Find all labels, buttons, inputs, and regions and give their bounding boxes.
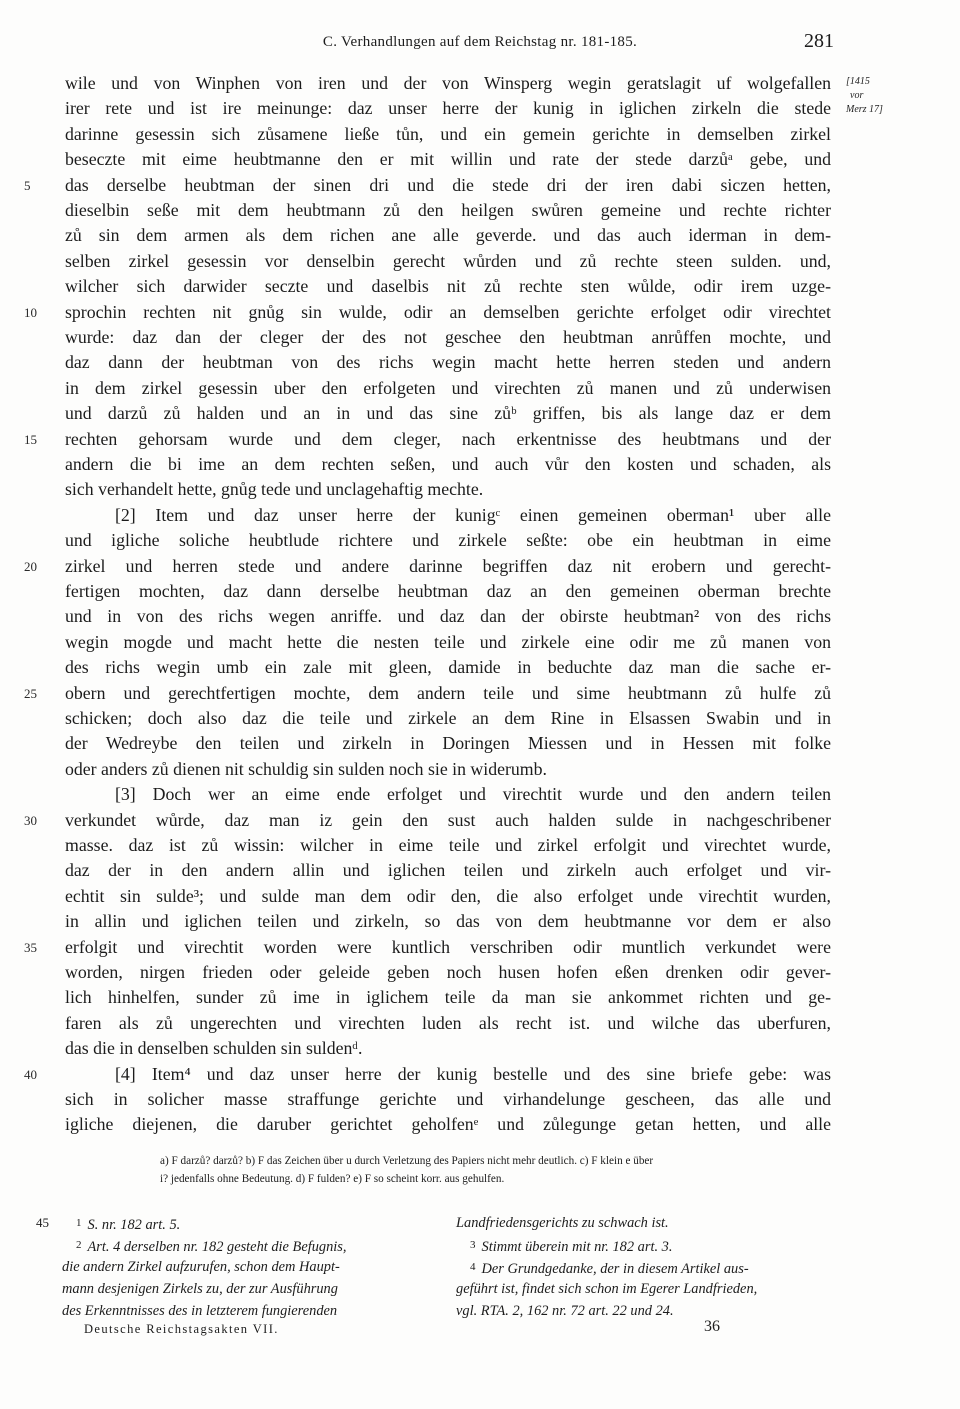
text-line: obern und gerechtfertigen mochte, dem andern teile und sime heubtmann zů hulfe zů (65, 682, 831, 703)
text-line: rechten gehorsam wurde und dem cleger, nach erkentnisse des heubtmans und der (65, 428, 831, 449)
footnote-text: Art. 4 derselben nr. 182 gesteht die Befugnis, (87, 1239, 347, 1255)
footnote-line-number: 45 (36, 1215, 49, 1230)
text-line: [4] Item⁴ und daz unser herre der kunig bestelle und des sine briefe gebe: was (115, 1063, 831, 1084)
sheet-signature: 36 (704, 1318, 720, 1335)
footnote-number: 1 (76, 1217, 82, 1229)
text-line: das die in denselben schulden sin suldenᵈ. (65, 1038, 363, 1059)
line-number: 40 (24, 1066, 37, 1082)
line-number: 15 (24, 431, 37, 447)
footnote-line (62, 1278, 442, 1300)
apparatus-line: a) F darzů? darzů? b) F das Zeichen über u durch Verletzung des Papiers nicht mehr deutlich. c) F klein e über (160, 1155, 654, 1167)
line-number: 10 (24, 304, 37, 320)
footnote-text: Stimmt überein mit nr. 182 art. 3. (481, 1239, 673, 1255)
text-line: oder anders zů dienen nit schuldig sin sulden noch sie in widerumb. (65, 758, 547, 779)
footnote-line (456, 1212, 836, 1234)
line-number: 20 (24, 558, 37, 574)
running-title: C. Verhandlungen auf dem Reichstag nr. 181-185. (322, 34, 638, 50)
footnote-line (456, 1278, 836, 1300)
text-line: und darzů zů halden und an in und das sine zůᵇ griffen, bis als lange daz er dem (65, 403, 831, 424)
text-line: der Wedreybe den teilen und zirkeln in Doringen Miessen und in Hessen mit folke (65, 733, 831, 754)
footnotes-left-column (62, 1212, 442, 1322)
text-line: andern die bi ime an dem rechten seßen, und auch vůr den kosten und schaden, als (65, 454, 831, 474)
footnote-line (456, 1256, 836, 1278)
text-line: zirkel und herren stede und andere darinne begriffen daz nit erobern und gerecht- (65, 555, 831, 576)
text-line: faren als zů ungerechten und virechten luden als recht ist. und wilche das uberfuren, (65, 1012, 831, 1033)
footnotes-right-column (456, 1212, 836, 1322)
text-line: worden, nirgen frieden oder geleide geben noch husen hofen eßen drenken odir gever- (65, 962, 831, 982)
text-line: igliche diejenen, die daruber gerichtet geholfenᵉ und zůlegunge getan hetten, und alle (65, 1114, 831, 1135)
text-line: darinne gesessin sich zůsamene ließe tůn, und ein gemein gerichte in demselben zirkel (65, 123, 831, 144)
footnote-text: vgl. RTA. 2, 162 nr. 72 art. 22 und 24. (456, 1303, 674, 1319)
text-line: schicken; doch also daz die teile und zirkele an dem Rine in Elsassen Swabin und in (65, 708, 831, 728)
footnote-line (62, 1256, 442, 1278)
text-line: wile und von Winphen von iren und der von Winsperg wegin geratslagit uf wolgefallen (65, 73, 831, 93)
text-line: dieselbin seße mit dem heubtmann zů den heilgen swůren gemeine und rechte richter (65, 200, 831, 220)
text-line: erfolgit und virechtit worden were kuntlich verschriben odir muntlich verkundet were (65, 936, 831, 957)
text-line: irer rete und ist ire meinunge: daz unser herre der kunig in iglichen zirkeln die stede (65, 98, 831, 119)
footnote-line (62, 1300, 442, 1322)
footnote-text: die andern Zirkel aufzurufen, schon dem Haupt- (62, 1259, 340, 1275)
text-line: wegin mogde und macht hette die nesten teile und zirkele eine odir me zů manen von (65, 631, 831, 652)
text-line: daz dann der heubtman von des richs wegin macht hette herren steden und andern (65, 352, 831, 373)
text-line: wurde: daz dan der cleger der des not geschee den heubtman anrůffen mochte, und (65, 327, 831, 347)
text-line: verkundet wůrde, daz man iz gein den sust auch halden sulde in nachgeschribener (65, 809, 831, 830)
text-line: in allin und iglichen teilen und zirkeln, so das von dem heubtmanne vor dem er also (65, 911, 831, 932)
footnote-line (456, 1300, 836, 1322)
text-line: [3] Doch wer an eime ende erfolget und virechtit wurde und den andern teilen (115, 784, 831, 805)
page-number: 281 (804, 30, 834, 52)
text-line: sprochin rechten nit gnůg sin wulde, odir an demselben gerichte erfolget odir virechtet (65, 301, 831, 322)
footnote-text: des Erkenntnisses des in letzterem fungierenden (62, 1303, 338, 1319)
text-line: beseczte mit eime heubtmanne den er mit willin und rate der stede darzůᵃ gebe, und (65, 149, 831, 170)
footnote-line (456, 1234, 836, 1256)
footnote-line (62, 1212, 442, 1234)
margin-note-line: Merz 17] (846, 104, 883, 115)
line-number: 25 (24, 685, 37, 701)
footnote-number: 3 (470, 1239, 476, 1251)
margin-note-line: vor (850, 90, 864, 101)
footnote-line (62, 1234, 442, 1256)
text-line: und in von des richs wegen anriffe. und daz dan der obirste heubtman² von des richs (65, 606, 831, 627)
footnote-number: 2 (76, 1239, 82, 1251)
text-line: lich hinhelfen, sunder zů ime in iglichem teile da man sie ankommet richten und ge- (65, 987, 831, 1008)
text-line: und igliche soliche heubtlude richtere und zirkele seßte: obe ein heubtman in eime (65, 530, 831, 551)
footnote-text: Der Grundgedanke, der in diesem Artikel aus- (481, 1261, 749, 1277)
text-line: echtit sin sulde³; und sulde man dem odir den, die also erfolget unde virechtit wurden, (65, 885, 831, 906)
text-line: selben zirkel gesessin vor denselbin gerecht wůrden und zů rechte steen sulden. und, (65, 250, 831, 271)
line-number: 5 (24, 177, 31, 193)
margin-note-line: [1415 (846, 76, 870, 87)
footnote-text: Landfriedensgerichts zu schwach ist. (456, 1215, 669, 1231)
text-line: daz der in den andern allin und iglichen teilen und zirkeln auch erfolget und vir- (65, 860, 831, 881)
footnote-number: 4 (470, 1261, 476, 1273)
book-title: Deutsche Reichstagsakten VII. (84, 1322, 279, 1336)
text-line: in dem zirkel gesessin uber den erfolgeten und virechten zů manen und zů underwisen (65, 377, 831, 398)
text-line: masse. daz ist zů wissin: wilcher in eime teile und zirkel erfolgit und virechtet wurde, (65, 835, 831, 855)
text-line: des richs wegin umb ein zale mit gleen, damide in beduchte daz man die sache er- (65, 657, 831, 678)
footnote-text: S. nr. 182 art. 5. (87, 1217, 181, 1233)
footnote-text: mann desjenigen Zirkels zu, der zur Ausführung (62, 1281, 338, 1297)
text-line: [2] Item und daz unser herre der kunigᶜ einen gemeinen oberman¹ uber alle (115, 504, 831, 525)
line-number: 35 (24, 939, 37, 955)
text-line: zů sin dem armen als dem richen ane alle geverde. und das auch iderman in dem- (65, 225, 831, 246)
text-line: das derselbe heubtman der sinen dri und die stede dri der iren dabi siczen hetten, (65, 174, 831, 195)
footnote-text: geführt ist, findet sich schon im Egerer Landfrieden, (456, 1281, 758, 1297)
text-line: wilcher sich darwider seczte und daselbis nit zů rechte sten wůlde, odir irem uzge- (65, 276, 831, 297)
apparatus-line: i? jedenfalls ohne Bedeutung. d) F fulden? e) F so scheint korr. aus gehulfen. (160, 1173, 505, 1185)
text-line: fertigen mochten, daz dann derselbe heubtman daz an den gemeinen oberman brechte (65, 581, 831, 601)
line-number: 30 (24, 812, 37, 828)
text-line: sich in solicher masse straffunge gerichte und virhandelunge gescheen, das alle und (65, 1089, 831, 1109)
text-line: sich verhandelt hette, gnůg tede und unclagehaftig mechte. (65, 479, 484, 500)
